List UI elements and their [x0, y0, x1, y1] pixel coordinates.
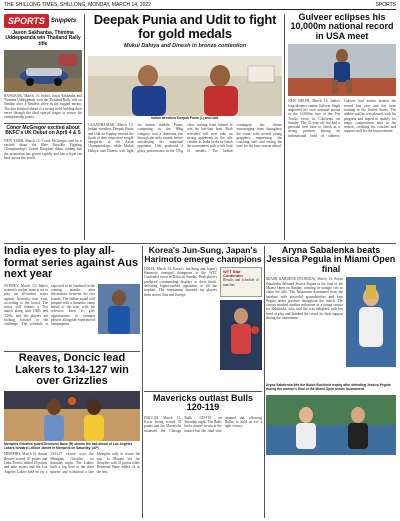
- korea-body: DOHA, March 13: Korea's Jun-Sung and Japan's Harimoto emerged champions at the WTT Contender event in Doha on Sunday. Both players produced commanding displays in their finals, defeating higher-ranked opponents to lift the trophies. The tournament featured top players from across Asia and Europe.: [144, 266, 217, 297]
- gulveer-headline: Gulveer eclipses his 10,000m national record in USA meet: [290, 13, 394, 41]
- snippets-logo: [4, 14, 82, 28]
- aryna-body-part1: MIAMI GARDENS (FLORIDA), March 13: Aryna Sabalenka defeated Jessica Pegula in the final of the Miami Open on Sunday, winning in straight sets to claim the title. The Belarusian dominated from the baseline with powerful groundstrokes and kept Pegula under pressure throughout the match. The victory marked another milestone in a strong season for Sabalenka, who said she was delighted with her level of play and thanked the crowd for their support during the tournament.: [266, 277, 343, 320]
- aryna-trophy-photo: [346, 277, 396, 367]
- runner-photo: [288, 44, 396, 96]
- snippets-logo-sub: Snippets: [50, 18, 77, 24]
- sports-snippets: [4, 14, 82, 240]
- aryna-headline: Aryna Sabalenka beats Jessica Pegula in Miami Open final: [266, 246, 396, 274]
- basketball-photo-caption: Memphis Grizzlies guard Desmond Bane (R) shoots the ball ahead of Los Angeles Lakers forward LeBron James in Memphis on Saturday. (AP): [4, 441, 133, 450]
- korea-story: [144, 246, 262, 388]
- basketball-photo: [4, 391, 140, 441]
- india-body: SYDNEY, March 13: India's women's cricket team is set to play an all-format series against Australia next year, according to the board. The series will feature a Test match along with ODIs and T20Is, and the players are looking forward to the challenge. The schedule is expected to be finalised in the coming months after discussions between the two boards. The Indian squad will prepare with a domestic camp ahead of the tour, with the selectors keen to give opportunities to younger players alongside experienced campaigners.: [4, 283, 95, 327]
- wtt-ad-title: WTT Star Contender: [223, 268, 243, 279]
- wtt-ad-body: Results and schedule of matches: [223, 278, 259, 287]
- mavericks-story: [144, 394, 262, 518]
- tennis-final-photo: [266, 395, 396, 455]
- reaves-story: [4, 353, 140, 518]
- snippet2-headline: Conor McGregor excited about BKFC's UK Debut on April 4 & 5: [5, 125, 81, 137]
- korea-headline: Korea's Jun-Sung, Japan's Harimoto emerge champions: [144, 246, 262, 264]
- header-section: SPORTS: [375, 2, 396, 8]
- india-headline: India eyes to play all-format series against Aus next year: [4, 246, 139, 281]
- main-headline: Deepak Punia and Udit to fight for gold medals: [93, 13, 277, 41]
- header-dateline: THE SHILLONG TIMES, SHILLONG, MONDAY, MARCH 14, 2022: [4, 2, 151, 8]
- aryna-photo-caption: Aryna Sabalenka lifts the Butch Buchholz trophy after defeating Jessica Pegula during the women's final of the Miami Open tennis tournament.: [266, 383, 391, 392]
- snippet1-body: BANGKOK, March 13: India's Jason Sakhanba and Thimma Uddeppanda won the Thailand Rally title on Sunday after a flawless drive in the rugged terrain. The duo finished ahead of a strong field, holding their nerve through the final special stages to secure the championship points.: [4, 93, 82, 120]
- snippet2-body: NEW YORK, March 13: Conor McGregor said he is excited about the Bare Knuckle Fighting Championship's United Kingdom debut, adding that the promotion has grown rapidly and has a loyal fan base across the world.: [4, 138, 82, 160]
- mavericks-headline: Mavericks outlast Bulls 120-119: [152, 394, 254, 413]
- wtt-ad-box: [220, 267, 262, 297]
- gulveer-story: [288, 13, 396, 241]
- snippet1-headline: Jason Sakhanba, Thimma Uddeppanda win Thailand Rally title: [5, 30, 81, 47]
- cricket-photo: [98, 284, 140, 334]
- gulveer-body: NEW DELHI, March 13: India's long-distance runner Gulveer Singh improved his own national record in the 10,000m race at the Ten Tracks event in California on Sunday. The 23-year-old clocked a personal best time to finish in a strong position among an international field of athletes. Gulveer had earlier broken the record last year and has been training in the United States. The athlete said he was pleased with his progress and hoped to qualify for major competitions later in the season, crediting his coaches and support staff for the improvement.: [288, 99, 396, 138]
- aryna-story: [266, 246, 396, 518]
- reaves-headline: Reaves, Doncic lead Lakers to 134-127 win over Grizzlies: [15, 353, 129, 388]
- reaves-body: MEMPHIS, March 13: Austin Reaves scored 35 points and Luka Doncic added 29 points and nine assists and the Los Angeles Lakers held on for a 134-127 victory over the Memphis Grizzlies on Saturday night. The Lakers built a big lead in the third quarter and withstood a late Memphis rally to secure the win. Ja Morant led the Grizzlies with 31 points while Desmond Bane added 24 in the loss.: [4, 452, 140, 474]
- rally-car-photo: [4, 50, 82, 92]
- wrestlers-photo: [88, 56, 282, 116]
- page-header: [4, 2, 396, 10]
- table-tennis-photo: [220, 300, 262, 370]
- main-subheadline: Mukul Dahiya and Dinesh in bronze contention: [123, 43, 247, 50]
- mavericks-body: DALLAS, March 13: Kyrie Irving scored 35 points and the Mavericks outlasted the Chicago Bulls 120-119 on Saturday night. The Bulls had a chance to win at the buzzer but the final shot rimmed out, allowing Dallas to hold on for a tight victory.: [144, 415, 262, 433]
- india-story: [4, 246, 140, 348]
- main-story-body: ULAANBAATAR, March 13: Indian wrestlers Deepak Punia and Udit on Sunday entered the finals of their respective weight categories at the Asian Championships, while Mukul Dahiya and Dinesh will fight for bronze medals. Punia, competing in the 86kg category, had a dominant run through the early rounds before outclassing his semifinal opponent. Udit produced a gritty performance in the 57kg class, coming from behind to win his last-four bout. Both wrestlers will now take on strong opponents in the title clashes as India looks to finish the tournament with a rich haul of medals. The Indian contingent has shown encouraging form throughout the event, with several young grapplers impressing the coaching staff and setting the tone for the busy season ahead.: [88, 123, 282, 153]
- main-story-header: [88, 13, 282, 53]
- snippets-logo-text: SPORTS: [4, 14, 49, 28]
- wrestlers-photo-caption: Indian wrestlers Deepak Punia (L) and Udit.: [151, 116, 219, 120]
